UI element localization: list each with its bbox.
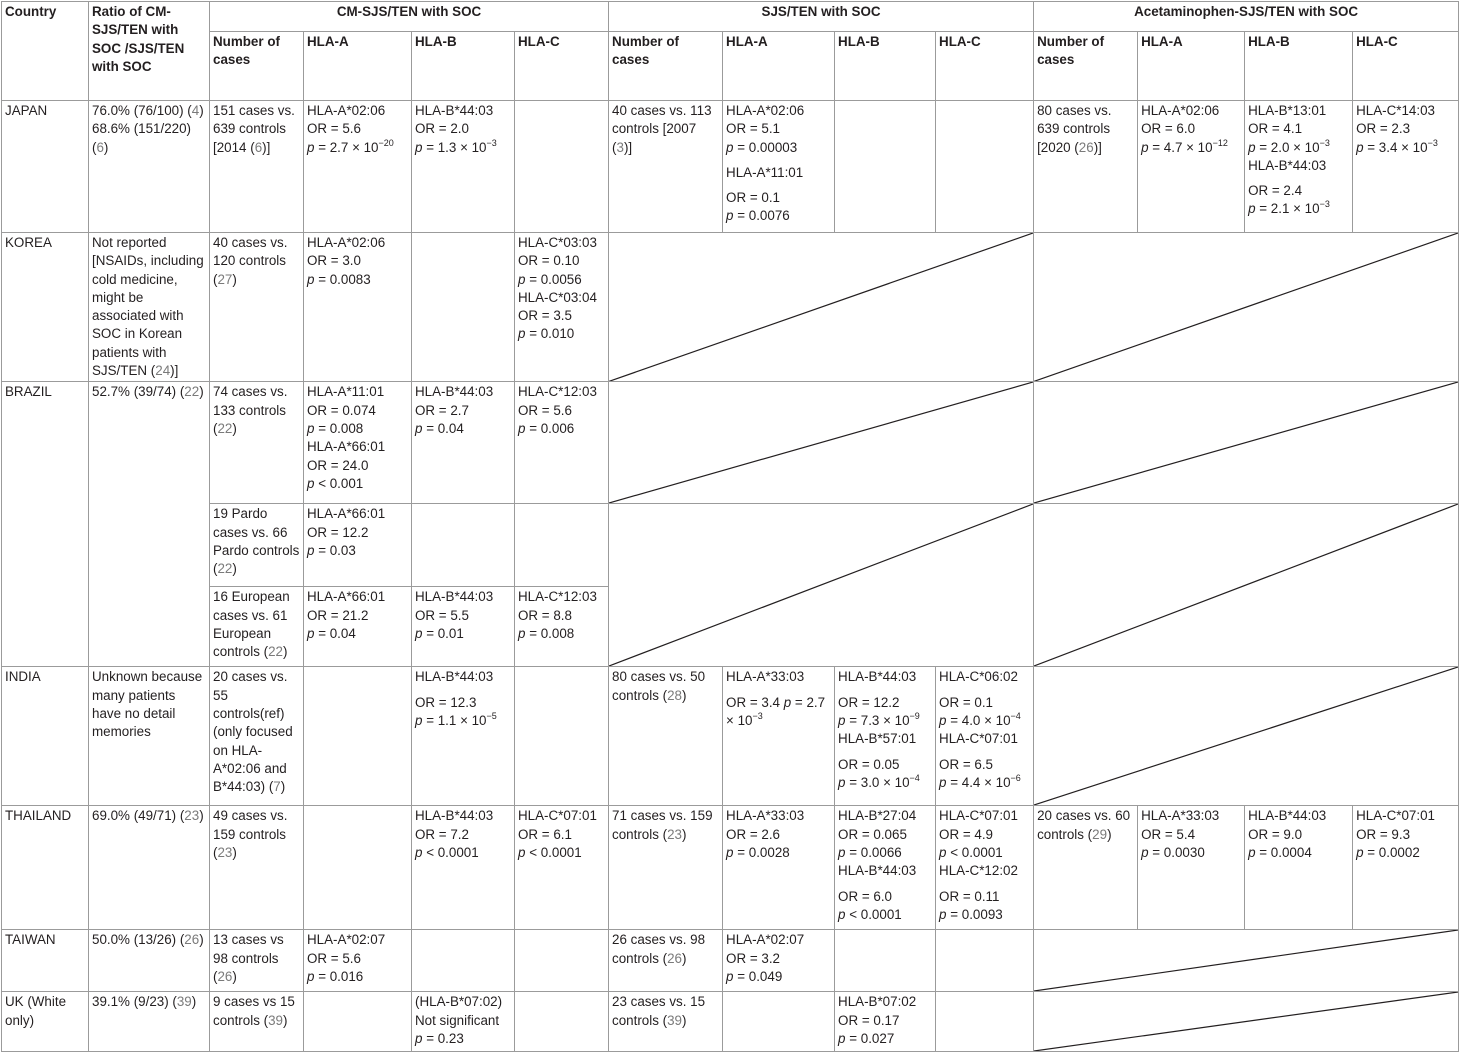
hla-a-cell: HLA-A*66:01 OR = 21.2 p = 0.04	[304, 587, 412, 667]
header-group-acetaminophen: Acetaminophen-SJS/TEN with SOC	[1034, 2, 1459, 32]
ratio-cell: 39.1% (9/23) (39)	[89, 992, 210, 1052]
header-sjs-hla-a: HLA-A	[723, 32, 835, 101]
hla-b-cell	[412, 504, 515, 587]
table-row-brazil-pardo	[2, 504, 1459, 587]
cases-cell: 20 cases vs. 55 controls(ref) (only focused on HLA-A*02:06 and B*44:03) (7)	[210, 667, 304, 806]
cases-cell: 20 cases vs. 60 controls (29)	[1034, 806, 1138, 930]
hla-a-cell: HLA-A*11:01 OR = 0.074 p = 0.008 HLA-A*66:01 OR = 24.0 p < 0.001	[304, 382, 412, 504]
not-available-cell	[609, 233, 1034, 382]
table-row-korea	[2, 233, 1459, 382]
hla-c-cell	[515, 504, 609, 587]
header-acet-number-of-cases: Number of cases	[1034, 32, 1138, 101]
hla-b-cell: HLA-B*44:03 OR = 2.7 p = 0.04	[412, 382, 515, 504]
diagonal-strike	[1034, 930, 1458, 991]
ratio-cell: Not reported [NSAIDs, including cold medicine, might be associated with SOC in Korean patients with SJS/TEN (24)]	[89, 233, 210, 382]
header-sjs-number-of-cases: Number of cases	[609, 32, 723, 101]
table-row-thailand	[2, 806, 1459, 930]
hla-association-table	[1, 1, 1459, 1052]
hla-b-cell: HLA-B*44:03 OR = 7.2 p < 0.0001	[412, 806, 515, 930]
cases-cell: 71 cases vs. 159 controls (23)	[609, 806, 723, 930]
header-country: Country	[2, 2, 89, 101]
hla-c-cell	[515, 930, 609, 992]
header-cm-hla-b: HLA-B	[412, 32, 515, 101]
ratio-cell: 52.7% (39/74) (22)	[89, 382, 210, 667]
cases-cell: 23 cases vs. 15 controls (39)	[609, 992, 723, 1052]
diagonal-strike	[1034, 382, 1458, 503]
hla-b-cell: HLA-B*44:03 OR = 9.0 p = 0.0004	[1245, 806, 1353, 930]
header-group-cm: CM-SJS/TEN with SOC	[210, 2, 609, 32]
table-row-brazil	[2, 382, 1459, 504]
cases-cell: 80 cases vs. 50 controls (28)	[609, 667, 723, 806]
hla-b-cell: HLA-B*44:03 OR = 2.0 $p = 1.3 \times 10^{-3}$	[412, 101, 515, 233]
cases-cell: 16 European cases vs. 61 European controls (22)	[210, 587, 304, 667]
hla-a-cell	[304, 806, 412, 930]
diagonal-strike	[1034, 504, 1458, 666]
hla-c-cell: HLA-C*14:03 OR = 2.3 $p = 3.4 \times 10^{-3}$	[1353, 101, 1459, 233]
hla-b-cell: HLA-B*13:01 OR = 4.1 $p = 2.0 \times 10^{-3}$ HLA-B*44:03 OR = 2.4 $p = 2.1 \times 10^{-3}$	[1245, 101, 1353, 233]
hla-a-cell: HLA-A*33:03 OR = 5.4 p = 0.0030	[1138, 806, 1245, 930]
cases-cell: 9 cases vs 15 controls (39)	[210, 992, 304, 1052]
diagonal-strike	[1034, 992, 1458, 1051]
diagonal-strike	[1034, 233, 1458, 381]
hla-c-cell: HLA-C*12:03 OR = 8.8 p = 0.008	[515, 587, 609, 667]
hla-c-cell	[515, 667, 609, 806]
hla-b-cell	[412, 930, 515, 992]
not-available-cell	[1034, 233, 1459, 382]
hla-b-cell: HLA-B*44:03 OR = 5.5 p = 0.01	[412, 587, 515, 667]
header-sjs-hla-c: HLA-C	[936, 32, 1034, 101]
hla-a-cell: HLA-A*02:07 OR = 3.2 p = 0.049	[723, 930, 835, 992]
table-row-uk	[2, 992, 1459, 1052]
hla-c-cell: HLA-C*07:01 OR = 9.3 p = 0.0002	[1353, 806, 1459, 930]
header-cm-number-of-cases: Number of cases	[210, 32, 304, 101]
country-cell: TAIWAN	[2, 930, 89, 992]
hla-a-cell: HLA-A*66:01 OR = 12.2 p = 0.03	[304, 504, 412, 587]
diagonal-strike	[1034, 667, 1458, 805]
table-row-japan	[2, 101, 1459, 233]
not-available-cell	[1034, 382, 1459, 504]
header-group-sjs: SJS/TEN with SOC	[609, 2, 1034, 32]
hla-b-cell	[412, 233, 515, 382]
hla-a-cell	[304, 992, 412, 1052]
cases-cell: 49 cases vs. 159 controls (23)	[210, 806, 304, 930]
header-sjs-hla-b: HLA-B	[835, 32, 936, 101]
not-available-cell	[1034, 504, 1459, 667]
cases-cell: 19 Pardo cases vs. 66 Pardo controls (22)	[210, 504, 304, 587]
hla-b-cell	[835, 930, 936, 992]
cases-cell: 13 cases vs 98 controls (26)	[210, 930, 304, 992]
hla-a-cell: HLA-A*02:06 OR = 3.0 p = 0.0083	[304, 233, 412, 382]
hla-a-cell: HLA-A*02:06 OR = 5.1 p = 0.00003 HLA-A*11:01 OR = 0.1 p = 0.0076	[723, 101, 835, 233]
hla-c-cell: HLA-C*03:03 OR = 0.10 p = 0.0056 HLA-C*03:04 OR = 3.5 p = 0.010	[515, 233, 609, 382]
cases-cell: 40 cases vs. 120 controls (27)	[210, 233, 304, 382]
hla-c-cell	[515, 992, 609, 1052]
cases-cell: 80 cases vs. 639 controls [2020 (26)]	[1034, 101, 1138, 233]
hla-c-cell	[936, 930, 1034, 992]
hla-b-cell: HLA-B*27:04 OR = 0.065 p = 0.0066 HLA-B*44:03 OR = 6.0 p < 0.0001	[835, 806, 936, 930]
diagonal-strike	[609, 382, 1033, 503]
hla-a-cell: HLA-A*02:06 OR = 6.0 $p = 4.7 \times 10^{-12}$	[1138, 101, 1245, 233]
hla-c-cell	[936, 992, 1034, 1052]
hla-b-cell: HLA-B*44:03 OR = 12.3 $p = 1.1 \times 10^{-5}$	[412, 667, 515, 806]
not-available-cell	[1034, 667, 1459, 806]
hla-a-cell: HLA-A*33:03 OR = 2.6 p = 0.0028	[723, 806, 835, 930]
hla-b-cell: (HLA-B*07:02) Not significant p = 0.23	[412, 992, 515, 1052]
not-available-cell	[1034, 930, 1459, 992]
hla-a-cell	[304, 667, 412, 806]
cases-cell: 26 cases vs. 98 controls (26)	[609, 930, 723, 992]
ratio-cell: 69.0% (49/71) (23)	[89, 806, 210, 930]
header-acet-hla-b: HLA-B	[1245, 32, 1353, 101]
hla-c-cell: HLA-C*07:01 OR = 4.9 p < 0.0001 HLA-C*12:02 OR = 0.11 p = 0.0093	[936, 806, 1034, 930]
cases-cell: 151 cases vs. 639 controls [2014 (6)]	[210, 101, 304, 233]
header-acet-hla-c: HLA-C	[1353, 32, 1459, 101]
hla-c-cell: HLA-C*06:02 OR = 0.1 $p = 4.0 \times 10^{-4}$ HLA-C*07:01 OR = 6.5 $p = 4.4 \times 10^{-6}$	[936, 667, 1034, 806]
country-cell: INDIA	[2, 667, 89, 806]
ratio-cell: 50.0% (13/26) (26)	[89, 930, 210, 992]
hla-a-cell: HLA-A*02:07 OR = 5.6 p = 0.016	[304, 930, 412, 992]
header-cm-hla-c: HLA-C	[515, 32, 609, 101]
header-cm-hla-a: HLA-A	[304, 32, 412, 101]
header-ratio: Ratio of CM-SJS/TEN with SOC /SJS/TEN with SOC	[89, 2, 210, 101]
hla-a-cell: HLA-A*02:06 OR = 5.6 $p = 2.7 \times 10^{-20}$	[304, 101, 412, 233]
country-cell: KOREA	[2, 233, 89, 382]
hla-b-cell: HLA-B*44:03 OR = 12.2 $p = 7.3 \times 10^{-9}$ HLA-B*57:01 OR = 0.05 $p = 3.0 \times 10^{-4}$	[835, 667, 936, 806]
hla-c-cell	[936, 101, 1034, 233]
diagonal-strike	[609, 233, 1033, 381]
table-row-india	[2, 667, 1459, 806]
not-available-cell	[609, 504, 1034, 667]
country-cell: JAPAN	[2, 101, 89, 233]
not-available-cell	[1034, 992, 1459, 1052]
table-row-taiwan	[2, 930, 1459, 992]
hla-c-cell: HLA-C*07:01 OR = 6.1 p < 0.0001	[515, 806, 609, 930]
country-cell: BRAZIL	[2, 382, 89, 667]
country-cell: UK (White only)	[2, 992, 89, 1052]
header-acet-hla-a: HLA-A	[1138, 32, 1245, 101]
cases-cell: 74 cases vs. 133 controls (22)	[210, 382, 304, 504]
hla-a-cell: HLA-A*33:03 OR = 3.4 $p = 2.7 \times 10^{-3}$	[723, 667, 835, 806]
hla-c-cell	[515, 101, 609, 233]
hla-b-cell	[835, 101, 936, 233]
not-available-cell	[609, 382, 1034, 504]
diagonal-strike	[609, 504, 1033, 666]
hla-a-cell	[723, 992, 835, 1052]
cases-cell: 40 cases vs. 113 controls [2007 (3)]	[609, 101, 723, 233]
ratio-cell: Unknown because many patients have no detail memories	[89, 667, 210, 806]
country-cell: THAILAND	[2, 806, 89, 930]
hla-c-cell: HLA-C*12:03 OR = 5.6 p = 0.006	[515, 382, 609, 504]
ratio-cell: 76.0% (76/100) (4) 68.6% (151/220) (6)	[89, 101, 210, 233]
hla-b-cell: HLA-B*07:02 OR = 0.17 p = 0.027	[835, 992, 936, 1052]
